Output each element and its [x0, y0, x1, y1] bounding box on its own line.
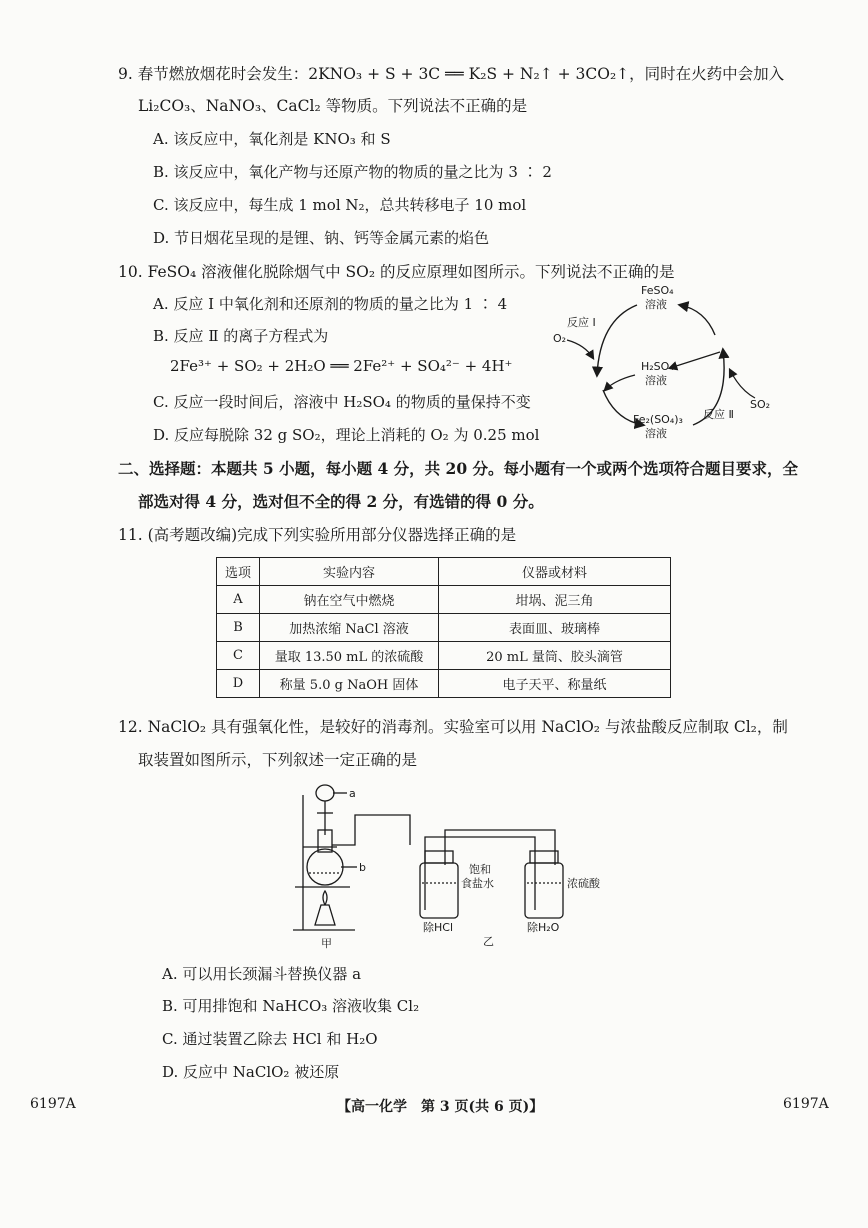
label-bottle1-brine: 食盐水	[461, 877, 494, 890]
section2-line2: 部选对得 4 分，选对但不全的得 2 分，有选错的得 0 分。	[138, 492, 544, 511]
label-reaction-2: 反应 Ⅱ	[703, 408, 734, 421]
reaction-cycle-diagram	[545, 280, 785, 450]
table-row	[217, 586, 671, 614]
q12-stem-line1: 12. NaClO₂ 具有强氧化性，是较好的消毒剂。实验室可以用 NaClO₂ 与浓盐酸反应制取 Cl₂，制	[118, 718, 788, 736]
arc-right-top	[680, 305, 715, 335]
q12-option-a: A. 可以用长颈漏斗替换仪器 a	[162, 965, 362, 983]
table-row	[217, 642, 671, 670]
q10-option-b-equation: 2Fe³⁺ + SO₂ + 2H₂O ══ 2Fe²⁺ + SO₄²⁻ + 4H⁺	[170, 357, 513, 375]
cell-content: 钠在空气中燃烧	[260, 586, 439, 614]
cell-content: 量取 13.50 mL 的浓硫酸	[260, 642, 439, 670]
label-bottle2-purpose: 除H₂O	[527, 921, 560, 934]
bottle-1-neck	[425, 851, 453, 863]
label-h2so4-solution: 溶液	[645, 374, 667, 387]
header-content: 实验内容	[260, 558, 439, 586]
cell-content: 加热浓缩 NaCl 溶液	[260, 614, 439, 642]
so2-arrow	[730, 370, 755, 398]
label-reaction-1: 反应 Ⅰ	[567, 316, 596, 329]
cell-materials: 表面皿、玻璃棒	[439, 614, 671, 642]
o2-arrow	[567, 340, 593, 358]
cell-option: A	[217, 586, 260, 614]
bottle-2-neck	[530, 851, 558, 863]
arrow-from-h2so4	[605, 375, 635, 390]
q12-option-b: B. 可用排饱和 NaHCO₃ 溶液收集 Cl₂	[162, 997, 420, 1015]
funnel-a-bulb	[316, 785, 334, 801]
cell-materials: 坩埚、泥三角	[439, 586, 671, 614]
arc-left-top	[597, 305, 637, 375]
cell-materials: 20 mL 量筒、胶头滴管	[439, 642, 671, 670]
bottle-2	[525, 863, 563, 918]
cell-option: C	[217, 642, 260, 670]
connector-tube-2	[445, 830, 555, 847]
label-bottle1-saturated: 饱和	[469, 863, 491, 876]
flask-body	[307, 849, 343, 885]
header-option: 选项	[217, 558, 260, 586]
q10-option-c: C. 反应一段时间后，溶液中 H₂SO₄ 的物质的量保持不变	[153, 393, 531, 411]
footer-code-right: 6197A	[783, 1096, 829, 1112]
apparatus-diagram	[285, 775, 625, 950]
footer-page-info: 【高一化学 第 3 页(共 6 页)】	[337, 1099, 544, 1115]
q10-option-d: D. 反应每脱除 32 g SO₂，理论上消耗的 O₂ 为 0.25 mol	[153, 426, 540, 444]
cell-content: 称量 5.0 g NaOH 固体	[260, 670, 439, 698]
footer-code-left: 6197A	[30, 1096, 76, 1112]
table-header-row	[217, 558, 671, 586]
connector-tube-1	[425, 837, 535, 847]
q12-option-c: C. 通过装置乙除去 HCl 和 H₂O	[162, 1030, 378, 1048]
label-b: b	[359, 861, 366, 874]
q9-option-b: B. 该反应中，氧化产物与还原产物的物质的量之比为 3 ∶ 2	[153, 163, 552, 181]
q12-option-d: D. 反应中 NaClO₂ 被还原	[162, 1063, 340, 1081]
table-row	[217, 670, 671, 698]
label-a: a	[349, 787, 356, 800]
cell-option: D	[217, 670, 260, 698]
q9-option-d: D. 节日烟花呈现的是锂、钠、钙等金属元素的焰色	[153, 229, 490, 247]
label-fe2so43: Fe₂(SO₄)₃	[633, 413, 683, 426]
q9-option-c: C. 该反应中，每生成 1 mol N₂，总共转移电子 10 mol	[153, 196, 527, 214]
bottle-1	[420, 863, 458, 918]
label-feso4-solution: 溶液	[645, 298, 667, 311]
q9-option-a: A. 该反应中，氧化剂是 KNO₃ 和 S	[153, 130, 391, 148]
arrow-to-h2so4	[670, 352, 720, 368]
q9-stem-line2: Li₂CO₃、NaNO₃、CaCl₂ 等物质。下列说法不正确的是	[138, 97, 528, 115]
q10-option-b: B. 反应 Ⅱ 的离子方程式为	[153, 327, 329, 345]
lamp-flame	[323, 891, 327, 905]
q11-table	[216, 557, 671, 698]
q10-option-a: A. 反应 Ⅰ 中氧化剂和还原剂的物质的量之比为 1 ∶ 4	[153, 295, 508, 313]
q12-stem-line2: 取装置如图所示，下列叙述一定正确的是	[138, 751, 418, 769]
label-o2: O₂	[553, 332, 567, 345]
q11-stem: 11. (高考题改编)完成下列实验所用部分仪器选择正确的是	[118, 526, 517, 544]
label-bottle1-purpose: 除HCl	[423, 921, 454, 934]
section2-line1: 二、选择题：本题共 5 小题，每小题 4 分，共 20 分。每小题有一个或两个选项符合题目要求，全	[118, 459, 799, 478]
label-yi: 乙	[483, 935, 494, 948]
label-so2: SO₂	[750, 398, 771, 411]
q9-stem-line1: 9. 春节燃放烟花时会发生：2KNO₃ + S + 3C ══ K₂S + N₂↑ + 3CO₂↑，同时在火药中会加入	[118, 65, 785, 83]
cell-materials: 电子天平、称量纸	[439, 670, 671, 698]
alcohol-lamp	[315, 905, 335, 925]
label-h2so4: H₂SO₄	[641, 360, 674, 373]
delivery-tube	[332, 815, 410, 845]
header-materials: 仪器或材料	[439, 558, 671, 586]
label-fe2so43-solution: 溶液	[645, 427, 667, 440]
label-jia: 甲	[321, 937, 332, 950]
q10-stem: 10. FeSO₄ 溶液催化脱除烟气中 SO₂ 的反应原理如图所示。下列说法不正确的是	[118, 263, 675, 281]
label-feso4: FeSO₄	[641, 284, 674, 297]
cell-option: B	[217, 614, 260, 642]
table-row	[217, 614, 671, 642]
label-bottle2-acid: 浓硫酸	[567, 877, 600, 890]
